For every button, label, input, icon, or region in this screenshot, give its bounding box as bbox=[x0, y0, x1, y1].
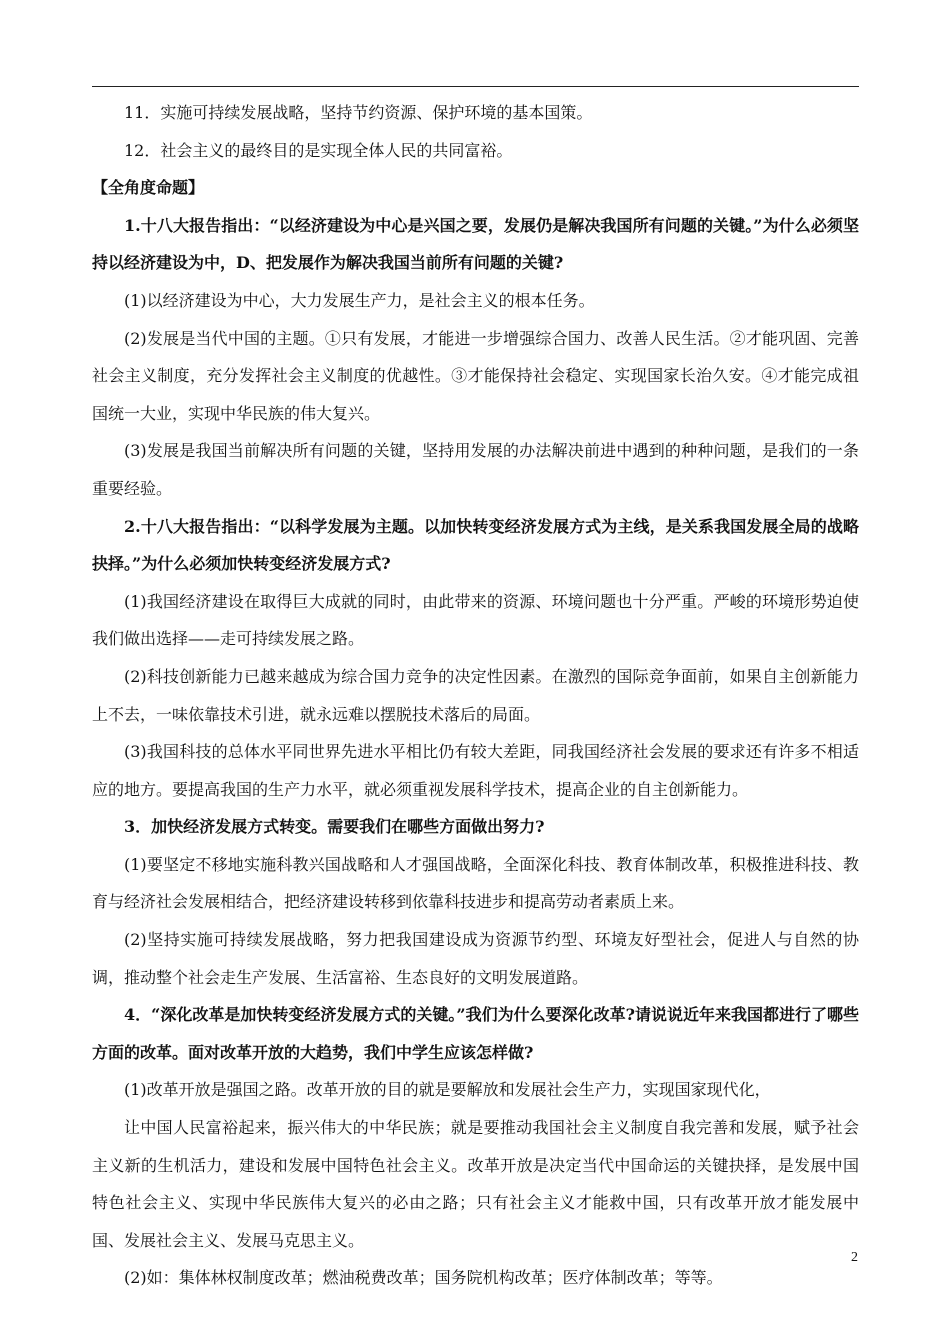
answer-1-2: (2)发展是当代中国的主题。①只有发展，才能进一步增强综合国力、改善人民生活。②才能巩固、完善社会主义制度，充分发挥社会主义制度的优越性。③才能保持社会稳定、实现国家长治久安。④才能完成祖国统一大业，实现中华民族的伟大复兴。 bbox=[92, 328, 859, 423]
section-heading: 【全角度命题】 bbox=[92, 178, 205, 198]
answer-2-2: (2)科技创新能力已越来越成为综合国力竞争的决定性因素。在激烈的国际竞争面前，如果自主创新能力上不去，一味依靠技术引进，就永远难以摆脱技术落后的局面。 bbox=[92, 666, 859, 724]
answer-2-1: (1)我国经济建设在取得巨大成就的同时，由此带来的资源、环境问题也十分严重。严峻的环境形势迫使我们做出选择——走可持续发展之路。 bbox=[92, 591, 859, 649]
point-12: 12．社会主义的最终目的是实现全体人民的共同富裕。 bbox=[124, 140, 513, 160]
answer-4-1-first-line: (1)改革开放是强国之路。改革开放的目的就是要解放和发展社会生产力，实现国家现代化， bbox=[124, 1080, 771, 1100]
answer-3-2: (2)坚持实施可持续发展战略，努力把我国建设成为资源节约型、环境友好型社会，促进人与自然的协调，推动整个社会走生产发展、生活富裕、生态良好的文明发展道路。 bbox=[92, 930, 859, 987]
question-3: 3．加快经济发展方式转变。需要我们在哪些方面做出努力? bbox=[124, 817, 545, 837]
question-2: 2.十八大报告指出：“以科学发展为主题。以加快转变经济发展方式为主线，是关系我国发展全局的战略抉择。”为什么必须加快转变经济发展方式? bbox=[92, 516, 859, 574]
point-11: 11．实施可持续发展战略，坚持节约资源、保护环境的基本国策。 bbox=[124, 103, 593, 122]
page-number: 2 bbox=[851, 1250, 858, 1265]
header-rule bbox=[92, 86, 859, 87]
answer-4-2: (2)如：集体林权制度改革；燃油税费改革；国务院机构改革；医疗体制改革；等等。 bbox=[124, 1268, 723, 1288]
document-body bbox=[92, 94, 859, 1297]
answer-2-3: (3)我国科技的总体水平同世界先进水平相比仍有较大差距，同我国经济社会发展的要求还有许多不相适应的地方。要提高我国的生产力水平，就必须重视发展科学技术，提高企业的自主创新能力。 bbox=[92, 742, 859, 799]
answer-1-1: (1)以经济建设为中心，大力发展生产力，是社会主义的根本任务。 bbox=[124, 290, 595, 310]
question-1: 1.十八大报告指出：“以经济建设为中心是兴国之要，发展仍是解决我国所有问题的关键。”为什么必须坚持以经济建设为中，D、把发展作为解决我国当前所有问题的关键? bbox=[92, 215, 859, 273]
answer-1-3: (3)发展是我国当前解决所有问题的关键，坚持用发展的办法解决前进中遇到的种种问题，是我们的一条重要经验。 bbox=[92, 441, 859, 498]
answer-4-1-continued: 让中国人民富裕起来，振兴伟大的中华民族；就是要推动我国社会主义制度自我完善和发展，赋予社会主义新的生机活力，建设和发展中国特色社会主义。改革开放是决定当代中国命运的关键抉择，是发展中国特色社会主义、实现中华民族伟大复兴的必由之路；只有社会主义才能救中国，只有改革开放才能发展中国、发展社会主义、发展马克思主义。 bbox=[92, 1118, 859, 1250]
answer-3-1: (1)要坚定不移地实施科教兴国战略和人才强国战略，全面深化科技、教育体制改革，积极推进科技、教育与经济社会发展相结合，把经济建设转移到依靠科技进步和提高劳动者素质上来。 bbox=[92, 854, 859, 912]
question-4: 4．“深化改革是加快转变经济发展方式的关键。”我们为什么要深化改革?请说说近年来我国都进行了哪些方面的改革。面对改革开放的大趋势，我们中学生应该怎样做? bbox=[92, 1005, 859, 1062]
